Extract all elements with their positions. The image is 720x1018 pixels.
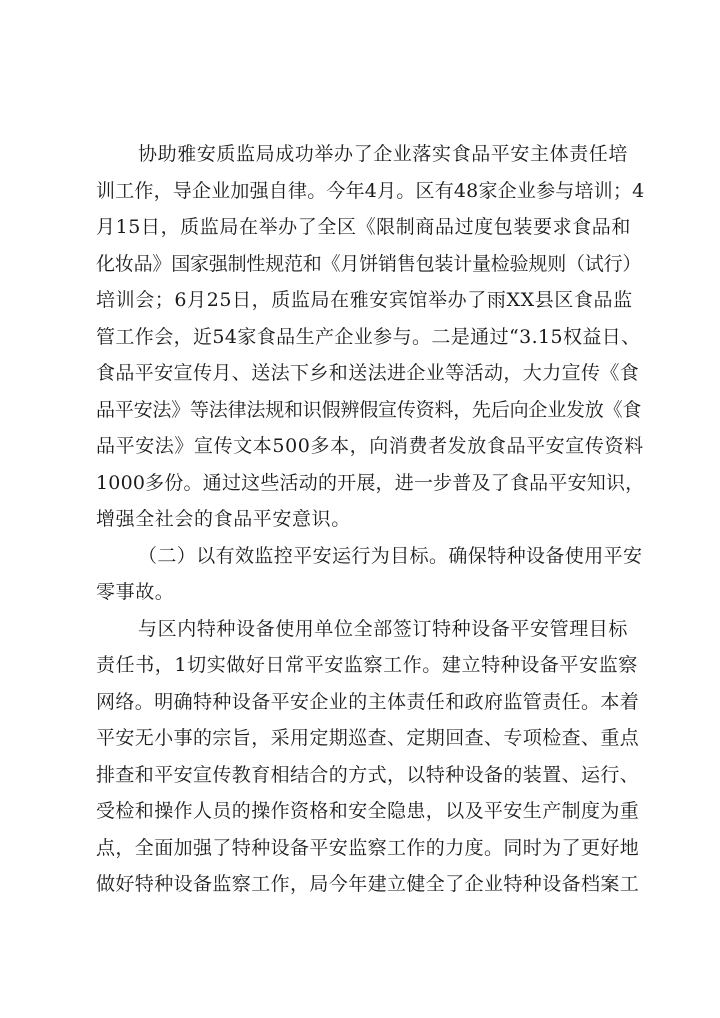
text-line: 培训会；6月25日，质监局在雅安宾馆举办了雨XX县区食品监 [96,289,633,311]
text-line: 网络。明确特种设备平安企业的主体责任和政府监管责任。本着 [96,690,640,713]
paragraph-special-equipment [96,611,644,903]
section-heading-line: （二）以有效监控平安运行为目标。确保特种设备使用平安 [138,544,643,567]
document-body [96,136,644,903]
text-line: 做好特种设备监察工作，局今年建立健全了企业特种设备档案工 [96,873,640,895]
text-line: 食品平安宣传月、送法下乡和送法进企业等活动，大力宣传《食 [96,362,640,384]
text-line: 训工作，导企业加强自律。今年4月。区有48家企业参与培训；4 [96,179,645,202]
text-line: 月15日，质监局在举办了全区《限制商品过度包装要求食品和 [96,216,631,238]
text-line: 与区内特种设备使用单位全部签订特种设备平安管理目标 [138,617,629,640]
text-line: 品平安法》宣传文本500多本，向消费者发放食品平安宣传资料 [96,435,644,457]
paragraph-section-heading [96,538,644,611]
text-line: 增强全社会的食品平安意识。 [96,508,351,530]
paragraph-training [96,136,644,538]
text-line: 平安无小事的宗旨，采用定期巡查、定期回查、专项检查、重点 [96,727,640,749]
text-line: 品平安法》等法律法规和识假辨假宣传资料，先后向企业发放《食 [96,398,642,421]
text-line: 点，全面加强了特种设备平安监察工作的力度。同时为了更好地 [96,836,640,859]
text-line: 1000多份。通过这些活动的开展，进一步普及了食品平安知识， [96,471,645,494]
text-line: 化妆品》国家强制性规范和《月饼销售包装计量检验规则（试行） [96,252,642,275]
section-heading-line: 零事故。 [96,581,175,603]
text-line: 管工作会，近54家食品生产企业参与。二是通过“3.15权益日、 [96,325,641,348]
text-line: 责任书，1切实做好日常平安监察工作。建立特种设备平安监察 [96,654,638,676]
text-line: 协助雅安质监局成功举办了企业落实食品平安主体责任培 [138,143,629,165]
text-line: 排查和平安宣传教育相结合的方式，以特种设备的装置、运行、 [96,763,640,786]
text-line: 受检和操作人员的操作资格和安全隐患，以及平安生产制度为重 [96,800,640,822]
